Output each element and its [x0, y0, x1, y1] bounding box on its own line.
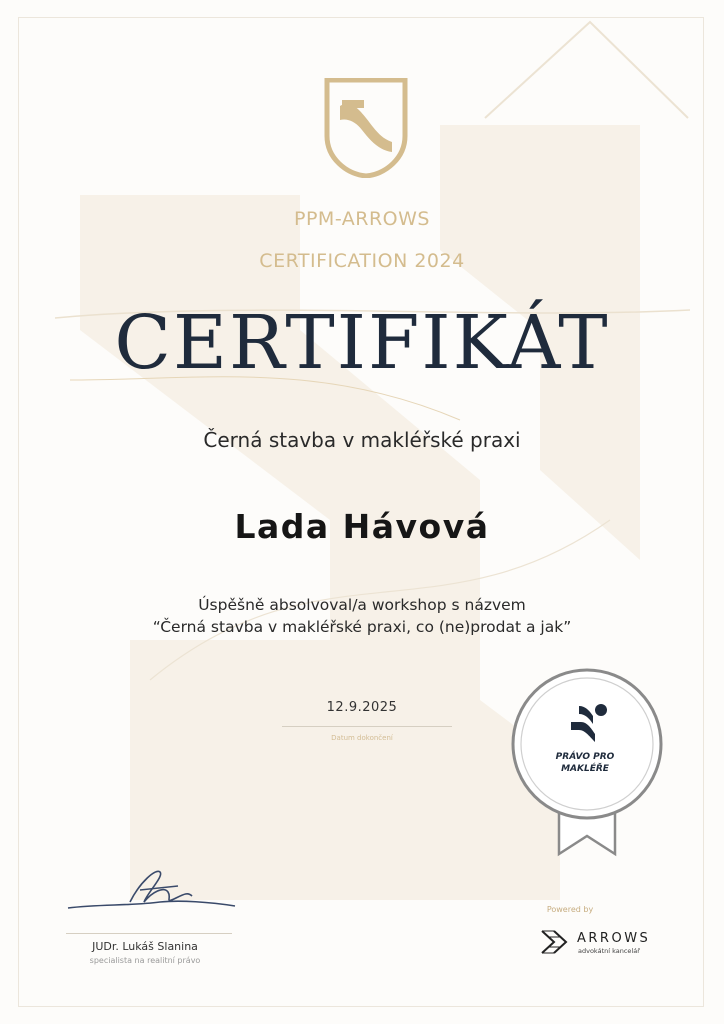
- powered-by-label: Powered by: [546, 905, 594, 914]
- sponsor-subtitle: advokátní kancelář: [578, 947, 640, 955]
- signature-divider: [66, 933, 232, 934]
- certification-program-name: PPM-ARROWS: [294, 208, 430, 230]
- signatory-name: JUDr. Lukáš Slanina: [92, 940, 198, 953]
- date-divider: [282, 726, 452, 727]
- completion-date-label: Datum dokončení: [331, 734, 393, 742]
- completion-date: 12.9.2025: [326, 700, 398, 715]
- certification-year: CERTIFICATION 2024: [259, 250, 465, 272]
- completion-description: [0, 594, 724, 638]
- seal-badge-icon: [509, 668, 665, 858]
- recipient-name: Lada Hávová: [234, 507, 490, 546]
- sponsor-name: ARROWS: [577, 931, 651, 946]
- seal-text-line-2: MAKLÉŘE: [561, 764, 609, 774]
- handwritten-signature: [60, 862, 240, 922]
- signatory-role: specialista na realitní právo: [89, 956, 201, 965]
- description-line-2: “Černá stavba v makléřské praxi, co (ne)prodat a jak”: [152, 618, 572, 636]
- course-name: Černá stavba v makléřské praxi: [203, 428, 521, 452]
- seal-text-line-1: PRÁVO PRO: [555, 752, 615, 762]
- certificate-title: CERTIFIKÁT: [114, 300, 610, 386]
- arrows-logo-icon: [540, 927, 572, 957]
- description-line-1: Úspěšně absolvoval/a workshop s názvem: [198, 596, 526, 614]
- shield-logo-icon: [324, 78, 408, 178]
